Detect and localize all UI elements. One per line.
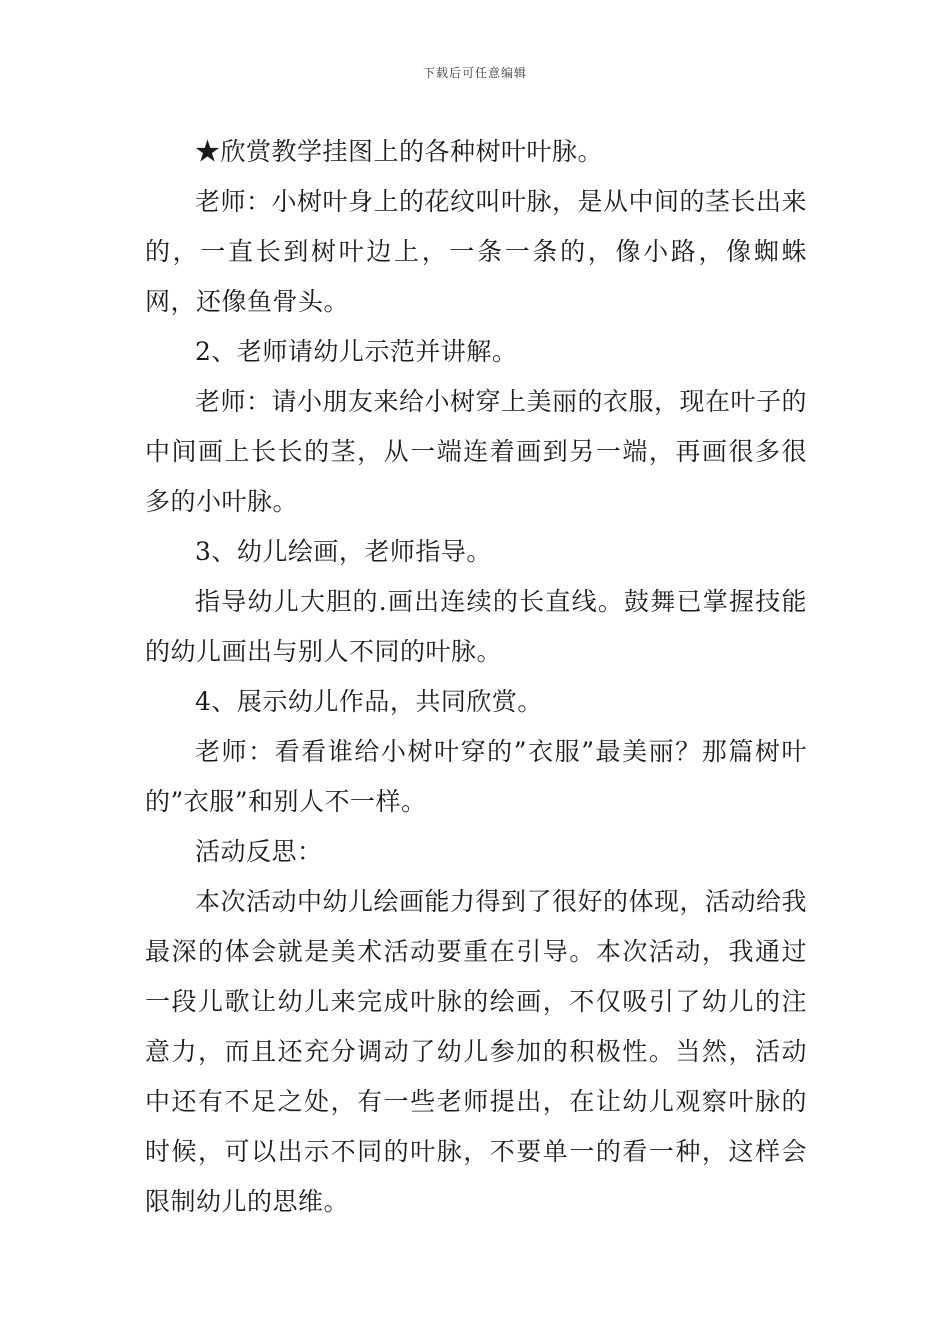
paragraph-guidance: 指导幼儿大胆的.画出连续的长直线。鼓舞已掌握技能的幼儿画出与别人不同的叶脉。	[145, 587, 807, 666]
document-body	[145, 127, 807, 1227]
paragraph-step-4: 4、展示幼儿作品，共同欣赏。	[195, 687, 543, 716]
paragraph-step-2: 2、老师请幼儿示范并讲解。	[195, 337, 518, 366]
page-header: 下载后可任意编辑	[422, 66, 527, 80]
paragraph-appreciate-veins: ★欣赏教学挂图上的各种树叶叶脉。	[195, 137, 604, 166]
paragraph-teacher-demo: 老师：请小朋友来给小树穿上美丽的衣服，现在叶子的中间画上长长的茎，从一端连着画到另一端，再画很多很多的小叶脉。	[145, 387, 808, 516]
paragraph-reflection-body: 本次活动中幼儿绘画能力得到了很好的体现，活动给我最深的体会就是美术活动要重在引导。本次活动，我通过一段儿歌让幼儿来完成叶脉的绘画，不仅吸引了幼儿的注意力，而且还充分调动了幼儿参加的积极性。当然，活动中还有不足之处，有一些老师提出，在让幼儿观察叶脉的时候，可以出示不同的叶脉，不要单一的看一种，这样会限制幼儿的思维。	[145, 887, 808, 1216]
paragraph-teacher-explains-veins: 老师：小树叶身上的花纹叫叶脉，是从中间的茎长出来的，一直长到树叶边上，一条一条的，像小路，像蜘蛛网，还像鱼骨头。	[145, 187, 808, 316]
paragraph-reflection-heading: 活动反思：	[195, 837, 323, 866]
paragraph-step-3: 3、幼儿绘画，老师指导。	[195, 537, 492, 566]
paragraph-teacher-question: 老师：看看谁给小树叶穿的”衣服”最美丽？那篇树叶的”衣服”和别人不一样。	[145, 737, 807, 816]
